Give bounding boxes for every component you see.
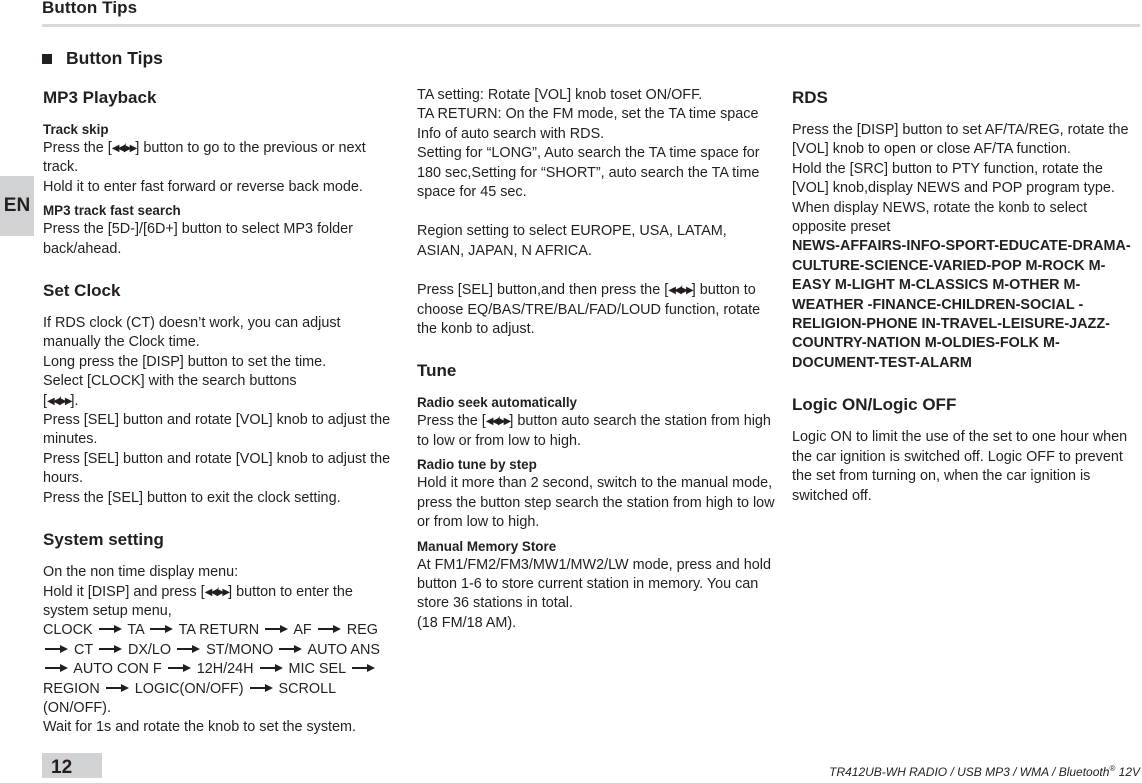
column-1 [43,86,398,738]
system-menu-item: REG [346,622,378,639]
track-skip-title: Track skip [43,122,109,137]
right-arrow-icon [99,625,122,633]
skip-prev-next-icon: ◀◀/▶▶ [485,416,510,428]
clock-line-3: Select [CLOCK] with the search buttons [43,373,297,390]
rds-line-3: When display NEWS, rotate the konb to select opposite preset [792,199,1088,236]
region-setting-text: Region setting to select EUROPE, USA, LATAM, ASIAN, JAPAN, N AFRICA. [417,223,727,259]
ta-return-text: TA RETURN: On the FM mode, set the TA time space Info of auto search with RDS. [417,106,759,142]
clock-line-3b: [◀◀/▶▶]. [43,392,79,409]
right-arrow-icon [106,684,129,692]
clock-line-2: Long press the [DISP] button to set the time. [43,353,327,370]
seek-text: Press the [◀◀/▶▶] button auto search the station from high to low or from low to high. [417,413,771,449]
right-arrow-icon [45,645,68,653]
ta-long-short-text: Setting for “LONG”, Auto search the TA time space for 180 sec,Setting for “SHORT”, auto search the TA time space for 45 sec. [417,145,760,201]
system-menu-item: ST/MONO [206,641,274,658]
column-2 [417,86,775,633]
clock-line-6: Press the [SEL] button to exit the clock setting. [43,489,341,506]
seek-title: Radio seek automatically [417,395,578,411]
system-menu-item: SCROLL (ON/OFF). [43,680,336,716]
right-arrow-icon [260,664,283,672]
rds-line-2: Hold the [SRC] button to PTY function, rotate the [VOL] knob,display NEWS and POP program type. [792,160,1115,197]
system-line-1: On the non time display menu: [43,564,239,581]
memory-store-title: Manual Memory Store [417,538,557,554]
right-arrow-icon [168,664,191,672]
fast-search-text: Press the [5D-]/[6D+] button to select MP3 folder back/ahead. [43,221,353,257]
section-heading [42,48,163,69]
skip-prev-next-icon: ◀◀/▶▶ [111,143,136,154]
footer-model: TR412UB-WH RADIO / USB MP3 / WMA / Bluetooth® 12V [829,764,1140,779]
right-arrow-icon [150,625,173,633]
right-arrow-icon [265,625,288,633]
logic-text: Logic ON to limit the use of the set to one hour when the car ignition is switched off. Logic OFF to prevent the set from turning on, when the car ignition is switched off. [792,429,1128,504]
skip-prev-next-icon: ◀◀/▶▶ [668,285,692,297]
language-tab: EN [0,176,34,236]
rds-line-1: Press the [DISP] button to set AF/TA/REG, rotate the [VOL] knob to open or close AF/TA function. [792,122,1129,158]
system-menu-item: TA RETURN [178,622,260,639]
logic-title: Logic ON/Logic OFF [792,395,957,415]
section-heading-label: Button Tips [66,48,163,68]
right-arrow-icon [45,664,68,672]
track-skip-text: Press the [◀◀/▶▶] button to go to the previous or next track. [43,140,366,176]
system-sequence [43,621,398,718]
system-menu-item: DX/LO [127,641,172,658]
skip-prev-next-icon: ◀◀/▶▶ [47,395,71,407]
system-line-2: Hold it [DISP] and press [◀◀/▶▶] button to enter the system setup menu, [43,583,353,619]
system-setting-title: System setting [43,530,164,550]
memory-store-text: At FM1/FM2/FM3/MW1/MW2/LW mode, press and hold button 1-6 to store current station in memory. You can store 36 stations in total. [417,556,771,612]
right-arrow-icon [250,684,273,692]
fast-search-title: MP3 track fast search [43,203,181,219]
system-line-4: Wait for 1s and rotate the knob to set the system. [43,719,357,736]
system-menu-item: CT [74,641,93,658]
header-rule [42,24,1140,27]
tune-title: Tune [417,361,457,381]
bullet-square-icon [42,54,52,64]
right-arrow-icon [279,645,302,653]
track-skip-hold-text: Hold it to enter fast forward or reverse back mode. [43,178,363,195]
system-menu-item: AUTO ANS [307,641,381,658]
step-title: Radio tune by step [417,457,537,473]
step-text: Hold it more than 2 second, switch to the manual mode, press the button step search the station from high to low or from low to high. [417,475,775,531]
skip-prev-next-icon: ◀◀/▶▶ [204,586,229,598]
ta-setting-text: TA setting: Rotate [VOL] knob toset ON/OFF. [417,87,703,103]
system-menu-item: 12H/24H [196,661,254,678]
set-clock-title: Set Clock [43,281,121,301]
memory-store-text-2: (18 FM/18 AM). [417,614,517,631]
right-arrow-icon [99,645,122,653]
system-menu-item: AF [293,622,312,639]
rds-title: RDS [792,88,828,107]
header-title: Button Tips [42,0,138,17]
column-3 [792,86,1137,506]
mp3-playback-title: MP3 Playback [43,88,157,107]
clock-line-5: Press [SEL] button and rotate [VOL] knob to adjust the hours. [43,450,391,487]
pty-list: NEWS-AFFAIRS-INFO-SPORT-EDUCATE-DRAMA-CULTURE-SCIENCE-VARIED-POP M-ROCK M-EASY M-LIGHT M-CLASSICS M-OTHER M-WEATHER -FINANCE-CHILDREN-SOCIAL -RELIGION-PHONE IN-TRAVEL-LEISURE-JAZZ-COUNTRY-NATION M-OLDIES-FOLK M-DOCUMENT-TEST-ALARM [792,238,1131,371]
clock-line-1: If RDS clock (CT) doesn’t work, you can adjust manually the Clock time. [43,315,341,351]
system-menu-item: CLOCK [43,622,93,639]
right-arrow-icon [352,664,375,672]
system-menu-item: AUTO CON F [73,661,162,678]
system-menu-item: REGION [43,680,100,697]
system-menu-item: TA [127,622,144,639]
clock-line-4: Press [SEL] button and rotate [VOL] knob to adjust the minutes. [43,412,391,448]
right-arrow-icon [177,645,200,653]
right-arrow-icon [318,625,341,633]
eq-setting-text: Press [SEL] button,and then press the [◀◀/▶▶] button to choose EQ/BAS/TRE/BAL/FAD/LOUD function, rotate the konb to adjust. [417,282,761,338]
page-number: 12 [42,753,102,778]
system-menu-item: MIC SEL [288,661,346,678]
system-menu-item: LOGIC(ON/OFF) [134,680,244,697]
